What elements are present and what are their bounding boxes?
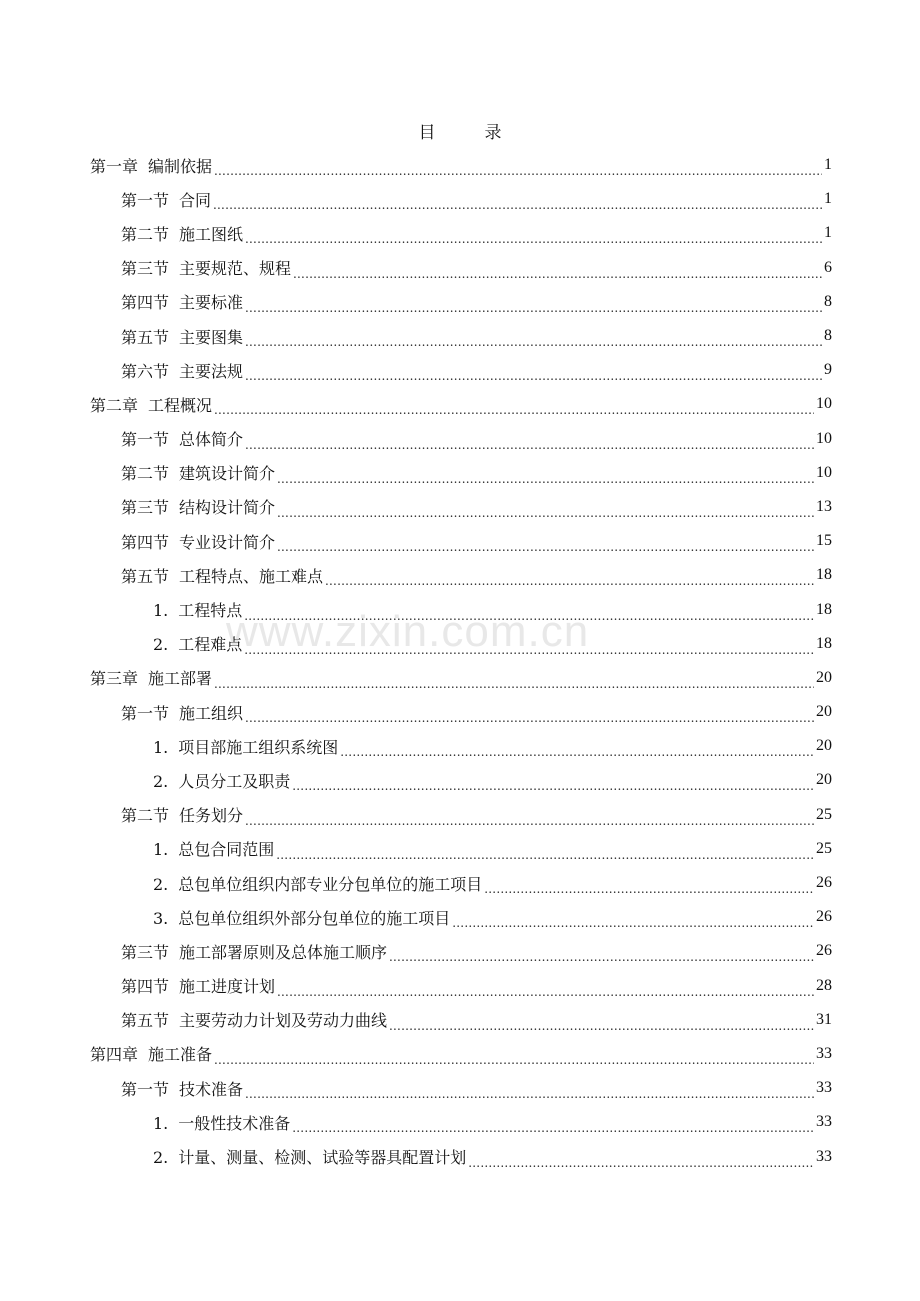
- toc-entry[interactable]: [0, 729, 920, 763]
- toc-entry-page-number: 1: [824, 224, 832, 242]
- toc-entry-text: 工程概况: [148, 395, 213, 415]
- toc-entry-page-number: 20: [816, 737, 832, 755]
- toc-entry-label: [121, 1077, 245, 1100]
- toc-entry-text: 计量、测量、检测、试验等器具配置计划: [178, 1148, 467, 1168]
- toc-entry-number: 第二章: [90, 395, 139, 415]
- toc-entry[interactable]: [0, 798, 920, 832]
- toc-entry-page-number: 8: [824, 292, 832, 310]
- toc-entry-number: 第一节: [121, 190, 170, 210]
- toc-entry-label: [153, 837, 276, 860]
- toc-entry-text: 施工进度计划: [179, 977, 276, 997]
- toc-entry-page-number: 10: [816, 429, 832, 447]
- toc-entry-label: [121, 974, 277, 997]
- toc-entry-text: 主要图集: [179, 327, 244, 347]
- toc-entry-number: 1.: [153, 601, 169, 621]
- toc-entry-page-number: 28: [816, 976, 832, 994]
- toc-entry[interactable]: [0, 1105, 920, 1139]
- toc-entry-page-number: 25: [816, 805, 832, 823]
- toc-entry-leader-dots: [245, 707, 814, 723]
- toc-entry-text: 建筑设计简介: [179, 464, 276, 484]
- toc-entry-label: [121, 564, 325, 587]
- toc-entry[interactable]: [0, 661, 920, 695]
- toc-entry-text: 总包合同范围: [178, 840, 275, 860]
- toc-entry-leader-dots: [245, 1083, 814, 1099]
- toc-entry-leader-dots: [245, 810, 814, 826]
- toc-entry-number: 第一章: [90, 156, 139, 176]
- toc-entry-number: 1.: [153, 840, 169, 860]
- toc-entry[interactable]: [0, 319, 920, 353]
- toc-entry-text: 施工部署原则及总体施工顺序: [179, 942, 388, 962]
- toc-entry-number: 1.: [153, 1113, 169, 1133]
- toc-entry-number: 2.: [153, 1148, 169, 1168]
- toc-entry[interactable]: [0, 1139, 920, 1173]
- toc-entry-leader-dots: [244, 605, 814, 621]
- toc-entry-page-number: 9: [824, 361, 832, 379]
- toc-entry-leader-dots: [245, 297, 822, 313]
- toc-entry-number: 第六节: [121, 361, 170, 381]
- toc-entry-text: 工程特点: [178, 601, 243, 621]
- toc-entry-text: 总包单位组织外部分包单位的施工项目: [178, 908, 451, 928]
- toc-entry-text: 项目部施工组织系统图: [178, 737, 339, 757]
- toc-entry-page-number: 1: [824, 190, 832, 208]
- toc-entry-leader-dots: [277, 502, 814, 518]
- toc-entry-text: 主要标准: [179, 293, 244, 313]
- toc-entry[interactable]: [0, 763, 920, 797]
- toc-entry-number: 第一节: [121, 1079, 170, 1099]
- toc-entry-leader-dots: [277, 468, 814, 484]
- toc-entry-text: 施工图纸: [179, 224, 244, 244]
- toc-entry-label: [121, 325, 245, 348]
- toc-entry-text: 总包单位组织内部专业分包单位的施工项目: [178, 874, 483, 894]
- toc-entry[interactable]: [0, 422, 920, 456]
- toc-entry[interactable]: [0, 934, 920, 968]
- toc-entry-label: [121, 188, 213, 211]
- toc-entry-text: 主要规范、规程: [179, 259, 292, 279]
- toc-entry-leader-dots: [214, 1049, 814, 1065]
- toc-entry[interactable]: [0, 969, 920, 1003]
- toc-entry-number: 第五节: [121, 327, 170, 347]
- toc-entry-page-number: 20: [816, 703, 832, 721]
- toc-entry[interactable]: [0, 1003, 920, 1037]
- toc-entry-page-number: 33: [816, 1113, 832, 1131]
- toc-entry[interactable]: [0, 866, 920, 900]
- toc-entry-leader-dots: [214, 399, 814, 415]
- toc-entry-page-number: 33: [816, 1079, 832, 1097]
- toc-entry-number: 2.: [153, 874, 169, 894]
- toc-entry-label: [153, 906, 452, 929]
- toc-entry-label: [121, 290, 245, 313]
- toc-entry-text: 施工准备: [148, 1045, 213, 1065]
- toc-entry[interactable]: [0, 558, 920, 592]
- toc-entry-leader-dots: [389, 946, 814, 962]
- toc-entry-text: 技术准备: [179, 1079, 244, 1099]
- toc-entry-label: [121, 256, 293, 279]
- toc-entry-page-number: 20: [816, 668, 832, 686]
- toc-entry-number: 第三节: [121, 942, 170, 962]
- toc-entry-page-number: 26: [816, 942, 832, 960]
- toc-entry[interactable]: [0, 148, 920, 182]
- toc-entry-page-number: 13: [816, 497, 832, 515]
- toc-entry-number: 第一节: [121, 430, 170, 450]
- toc-entry-label: [121, 803, 245, 826]
- toc-entry-label: [121, 495, 277, 518]
- toc-entry[interactable]: [0, 490, 920, 524]
- toc-entry-leader-dots: [292, 775, 814, 791]
- toc-entry-label: [90, 1042, 214, 1065]
- toc-entry-text: 任务划分: [179, 806, 244, 826]
- toc-entry-number: 第五节: [121, 1011, 170, 1031]
- toc-entry-leader-dots: [245, 228, 822, 244]
- toc-entry-number: 第四节: [121, 977, 170, 997]
- toc-entry-leader-dots: [245, 434, 814, 450]
- toc-entry-label: [153, 598, 244, 621]
- toc-entry-leader-dots: [292, 1117, 814, 1133]
- toc-entry[interactable]: [0, 1071, 920, 1105]
- toc-entry[interactable]: [0, 353, 920, 387]
- toc-entry[interactable]: [0, 524, 920, 558]
- toc-entry[interactable]: [0, 456, 920, 490]
- toc-entry-page-number: 20: [816, 771, 832, 789]
- toc-entry-label: [153, 769, 292, 792]
- toc-entry-leader-dots: [277, 536, 814, 552]
- toc-entry-label: [90, 154, 214, 177]
- toc-entry-label: [153, 735, 340, 758]
- toc-entry-number: 第四节: [121, 532, 170, 552]
- toc-entry-label: [121, 940, 389, 963]
- toc-entry-leader-dots: [293, 263, 822, 279]
- toc-entry-text: 专业设计简介: [179, 532, 276, 552]
- toc-entry-number: 第二节: [121, 806, 170, 826]
- toc-entry-page-number: 6: [824, 258, 832, 276]
- toc-entry-number: 第三节: [121, 259, 170, 279]
- toc-entry-leader-dots: [244, 639, 814, 655]
- toc-entry-leader-dots: [276, 844, 814, 860]
- toc-entry-label: [121, 530, 277, 553]
- toc-entry-label: [121, 427, 245, 450]
- toc-entry-leader-dots: [214, 673, 814, 689]
- toc-entry[interactable]: [0, 900, 920, 934]
- toc-entry-leader-dots: [245, 331, 822, 347]
- toc-entry-number: 第一节: [121, 703, 170, 723]
- toc-entry-label: [153, 632, 244, 655]
- toc-entry-number: 2.: [153, 771, 169, 791]
- toc-entry-leader-dots: [389, 1015, 814, 1031]
- toc-entry-text: 结构设计简介: [179, 498, 276, 518]
- toc-entry-page-number: 18: [816, 566, 832, 584]
- toc-entry-leader-dots: [484, 878, 814, 894]
- toc-entry-number: 第五节: [121, 566, 170, 586]
- toc-entry[interactable]: [0, 1037, 920, 1071]
- toc-entry-page-number: 18: [816, 600, 832, 618]
- toc-entry-text: 施工部署: [148, 669, 213, 689]
- toc-entry-text: 一般性技术准备: [178, 1113, 291, 1133]
- toc-entry-page-number: 8: [824, 327, 832, 345]
- toc-entry[interactable]: [0, 387, 920, 421]
- toc-entry-label: [90, 666, 214, 689]
- toc-entry-text: 主要法规: [179, 361, 244, 381]
- toc-entry-number: 第四节: [121, 293, 170, 313]
- toc-entry[interactable]: [0, 285, 920, 319]
- toc-entry-text: 施工组织: [179, 703, 244, 723]
- toc-entry-text: 编制依据: [148, 156, 213, 176]
- toc-entry[interactable]: [0, 592, 920, 626]
- toc-entry-leader-dots: [213, 194, 822, 210]
- toc-entry-number: 1.: [153, 737, 169, 757]
- toc-entry-label: [153, 872, 484, 895]
- toc-entry-number: 第二节: [121, 224, 170, 244]
- toc-entry-text: 合同: [179, 190, 212, 210]
- toc-entry-leader-dots: [468, 1152, 814, 1168]
- toc-entry-label: [90, 393, 214, 416]
- toc-entry-text: 主要劳动力计划及劳动力曲线: [179, 1011, 388, 1031]
- toc-entry-page-number: 25: [816, 839, 832, 857]
- toc-entry-label: [121, 461, 277, 484]
- toc-entry[interactable]: [0, 627, 920, 661]
- toc-entry-page-number: 1: [824, 156, 832, 174]
- toc-entry-leader-dots: [340, 741, 814, 757]
- toc-entry-text: 人员分工及职责: [178, 771, 291, 791]
- toc-entry-number: 第三章: [90, 669, 139, 689]
- toc-entry-page-number: 31: [816, 1010, 832, 1028]
- toc-entry-leader-dots: [277, 981, 814, 997]
- toc-entry-page-number: 10: [816, 463, 832, 481]
- toc-entry-page-number: 33: [816, 1044, 832, 1062]
- toc-entry-label: [121, 701, 245, 724]
- toc-entry-text: 工程特点、施工难点: [179, 566, 324, 586]
- toc-entry[interactable]: [0, 832, 920, 866]
- toc-entry[interactable]: [0, 182, 920, 216]
- toc-entry-leader-dots: [245, 365, 822, 381]
- toc-entry-label: [153, 1111, 292, 1134]
- toc-entry-page-number: 33: [816, 1147, 832, 1165]
- toc-entry-label: [153, 1145, 468, 1168]
- toc-entry[interactable]: [0, 251, 920, 285]
- toc-entry-page-number: 18: [816, 634, 832, 652]
- toc-entry-label: [121, 222, 245, 245]
- watermark: www.zixin.com.cn: [226, 607, 590, 656]
- toc-entry[interactable]: [0, 695, 920, 729]
- toc-entry-page-number: 10: [816, 395, 832, 413]
- toc-entry-text: 工程难点: [178, 635, 243, 655]
- toc-entry-page-number: 15: [816, 532, 832, 550]
- toc-entry-page-number: 26: [816, 874, 832, 892]
- toc-entry-label: [121, 1008, 389, 1031]
- toc-entry-number: 第二节: [121, 464, 170, 484]
- toc-entry-text: 总体简介: [179, 430, 244, 450]
- toc-entry-number: 3.: [153, 908, 169, 928]
- toc-entry-number: 第四章: [90, 1045, 139, 1065]
- toc-entry-label: [121, 359, 245, 382]
- toc-entry-leader-dots: [325, 570, 814, 586]
- toc-entry-number: 2.: [153, 635, 169, 655]
- toc-entry-number: 第三节: [121, 498, 170, 518]
- toc-title: 目 录: [418, 123, 518, 143]
- toc-entry-leader-dots: [214, 160, 822, 176]
- table-of-contents: [0, 148, 920, 1174]
- toc-entry[interactable]: [0, 216, 920, 250]
- toc-entry-leader-dots: [452, 912, 814, 928]
- toc-entry-page-number: 26: [816, 908, 832, 926]
